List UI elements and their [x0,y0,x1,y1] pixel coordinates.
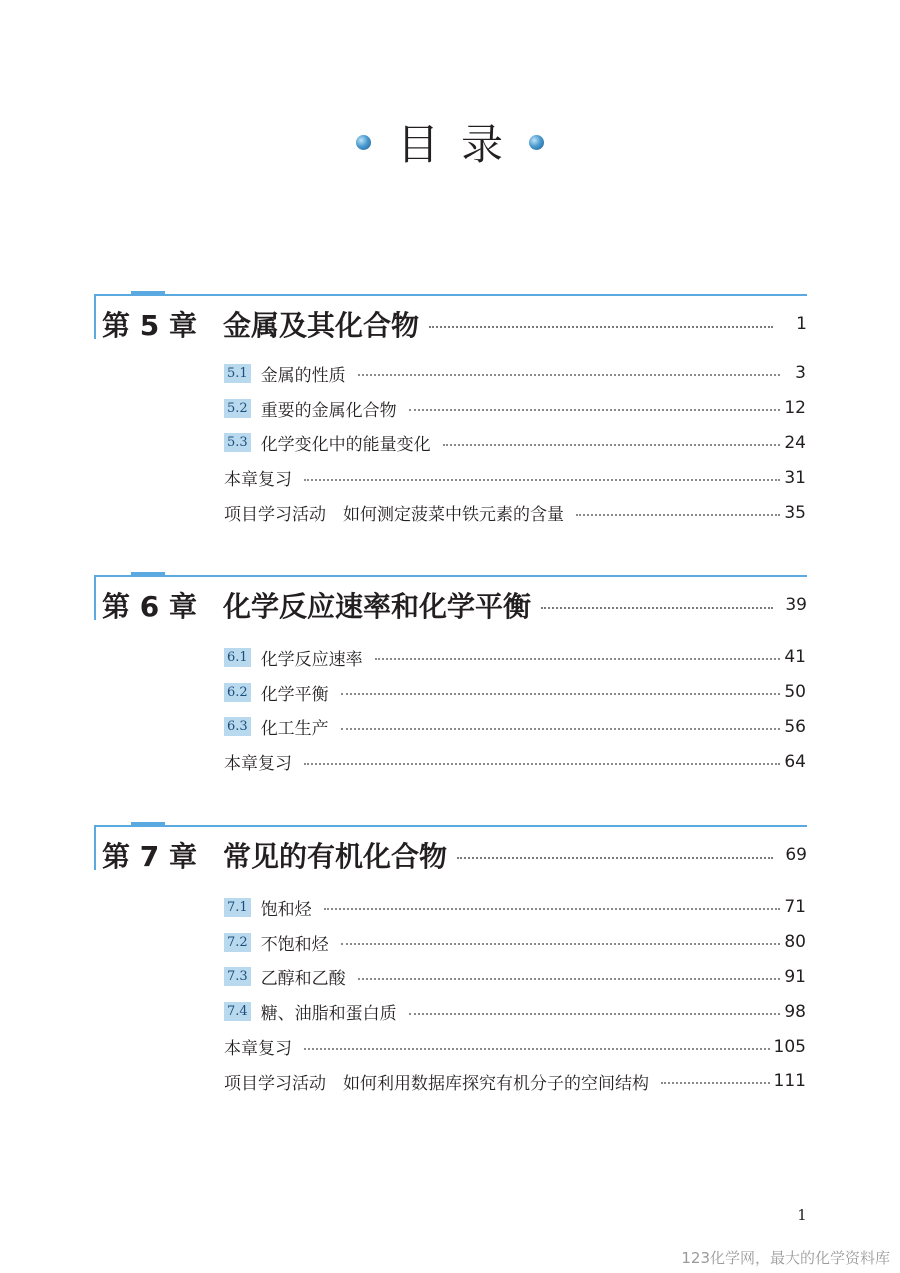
entry-title: 重要的金属化合物 [260,400,397,421]
dot-leader [409,1013,780,1015]
toc-entry[interactable] [224,640,806,675]
chapter-accent-bar [131,822,165,827]
entry-title: 化学平衡 [260,684,329,705]
toc-entry[interactable] [224,744,806,779]
dot-leader [358,978,780,980]
chapter-page: 39 [785,595,807,615]
chapter-number: 第 7 章 [102,840,197,873]
chapter-title: 金属及其化合物 [222,309,419,342]
toc-entry[interactable] [224,495,806,530]
dot-leader [429,326,773,328]
dot-leader [324,908,780,910]
entry-title: 乙醇和乙酸 [260,969,346,990]
entry-page: 31 [784,467,806,488]
toc-entry[interactable] [224,460,806,495]
dot-leader [443,444,780,446]
dot-leader [375,658,780,660]
entry-title: 糖、油脂和蛋白质 [260,1004,397,1025]
toc-entry[interactable] [224,391,806,426]
toc-entry[interactable] [224,960,806,995]
dot-leader [341,728,780,730]
chapter-rule-vertical [94,294,96,339]
entry-page: 12 [784,398,806,419]
entry-page: 98 [784,1001,806,1022]
entry-page: 91 [784,966,806,987]
dot-leader [576,514,780,516]
section-badge: 6.3 [224,717,251,736]
entry-title: 项目学习活动 如何测定菠菜中铁元素的含量 [224,505,564,526]
dot-leader [457,857,773,859]
toc-entry[interactable] [224,925,806,960]
entry-title: 本章复习 [224,754,292,775]
entry-title: 化工生产 [260,719,329,740]
dot-leader [358,374,780,376]
entry-page: 56 [784,716,806,737]
section-badge: 6.2 [224,683,251,702]
dot-leader [341,943,780,945]
entry-title: 饱和烃 [260,899,312,920]
dot-leader [661,1082,770,1084]
chapter-title: 常见的有机化合物 [222,840,447,873]
toc-entry[interactable] [224,994,806,1029]
section-badge: 6.1 [224,648,251,667]
section-badge: 7.2 [224,933,251,952]
page-number: 1 [797,1206,807,1224]
chapter-7-entries [224,890,806,1099]
section-badge: 7.3 [224,967,251,986]
watermark-text: 123化学网，最大的化学资料库 [681,1249,890,1267]
entry-page: 3 [795,363,806,384]
toc-entry[interactable] [224,890,806,925]
chapter-rule-vertical [94,825,96,870]
chapter-rule-vertical [94,575,96,620]
toc-entry[interactable] [224,426,806,461]
entry-page: 71 [784,897,806,918]
chapter-6-entries [224,640,806,779]
entry-page: 64 [784,751,806,772]
section-badge: 7.1 [224,898,251,917]
entry-title: 本章复习 [224,1039,292,1060]
dot-leader [541,607,773,609]
chapter-5-entries [224,356,806,530]
chapter-rule [94,575,807,577]
section-badge: 7.4 [224,1002,251,1021]
dot-leader [341,693,780,695]
bullet-dot-icon [356,135,371,150]
entry-title: 化学变化中的能量变化 [260,435,431,456]
entry-title: 项目学习活动 如何利用数据库探究有机分子的空间结构 [224,1073,649,1094]
chapter-page: 1 [796,314,807,334]
chapter-page: 69 [785,845,807,865]
chapter-rule [94,294,807,296]
toc-entry[interactable] [224,356,806,391]
entry-page: 80 [784,932,806,953]
entry-page: 41 [784,647,806,668]
toc-entry[interactable] [224,1064,806,1099]
toc-title-row [0,112,900,172]
entry-title: 金属的性质 [260,365,346,386]
chapter-rule [94,825,807,827]
entry-page: 50 [784,682,806,703]
section-badge: 5.3 [224,433,251,452]
chapter-accent-bar [131,291,165,296]
toc-entry[interactable] [224,675,806,710]
chapter-title: 化学反应速率和化学平衡 [222,590,531,623]
entry-page: 35 [784,502,806,523]
dot-leader [304,479,780,481]
entry-page: 105 [773,1036,806,1057]
dot-leader [409,409,780,411]
bullet-dot-icon [529,135,544,150]
chapter-number: 第 5 章 [102,309,197,342]
toc-entry[interactable] [224,710,806,745]
entry-page: 24 [784,432,806,453]
dot-leader [304,1048,770,1050]
section-badge: 5.1 [224,364,251,383]
section-badge: 5.2 [224,399,251,418]
chapter-number: 第 6 章 [102,590,197,623]
entry-page: 111 [773,1071,806,1092]
chapter-accent-bar [131,572,165,577]
dot-leader [304,763,780,765]
entry-title: 化学反应速率 [260,649,363,670]
toc-entry[interactable] [224,1029,806,1064]
page-title: 目录 [396,120,525,169]
entry-title: 本章复习 [224,470,292,491]
entry-title: 不饱和烃 [260,934,329,955]
